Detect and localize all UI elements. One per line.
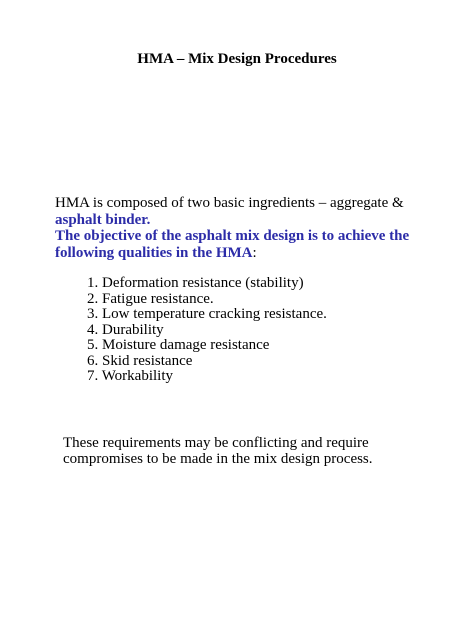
closing-line-2: compromises to be made in the mix design process. [63, 451, 373, 467]
list-item: 2. Fatigue resistance. [87, 290, 214, 307]
page-title: HMA – Mix Design Procedures [137, 51, 337, 67]
closing-paragraph [63, 435, 423, 467]
intro-paragraph [55, 195, 455, 261]
list-item: 1. Deformation resistance (stability) [87, 275, 304, 291]
list-item: 5. Moisture damage resistance [87, 337, 270, 353]
objective-line-2: following qualities in the HMA [55, 244, 253, 261]
objective-colon: : [252, 244, 257, 261]
closing-line-1: These requirements may be conflicting and require [63, 435, 369, 451]
list-item: 7. Workability [87, 368, 174, 384]
objective-line-1: The objective of the asphalt mix design is to achieve the [55, 228, 410, 244]
objective-line-2-wrap [55, 245, 455, 262]
qualities-list [87, 276, 327, 385]
list-item: 6. Skid resistance [87, 352, 193, 369]
list-item: 4. Durability [87, 321, 164, 338]
intro-line: HMA is composed of two basic ingredients – aggregate & [55, 195, 404, 211]
highlight-asphalt-binder-text: asphalt binder. [55, 211, 151, 228]
list-item: 3. Low temperature cracking resistance. [87, 306, 327, 322]
highlight-asphalt-binder [55, 212, 455, 229]
